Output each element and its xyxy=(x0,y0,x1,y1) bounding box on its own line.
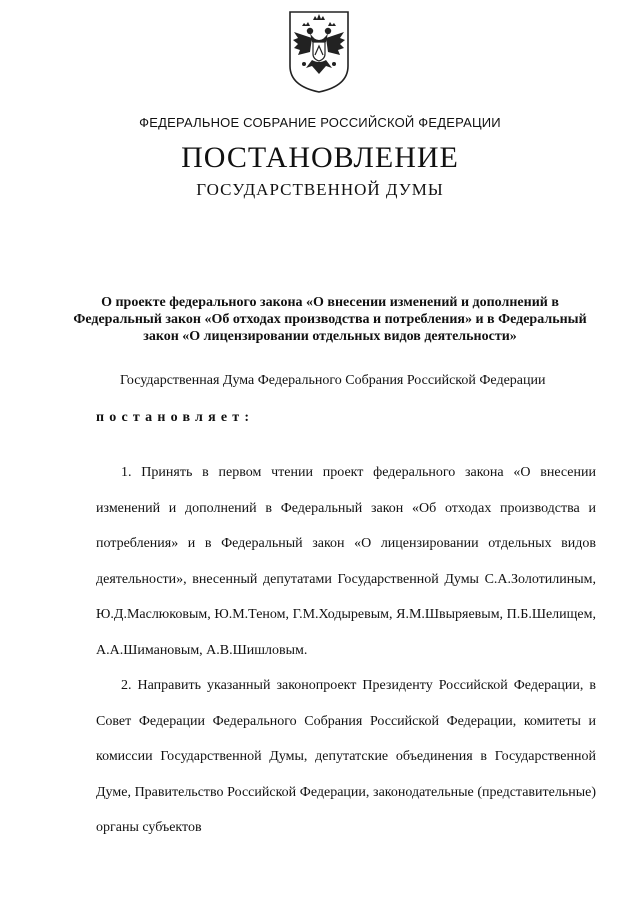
resolves-word: постановляет: xyxy=(96,410,255,425)
intro-line: Государственная Дума Федерального Собрания Российской Федерации xyxy=(120,373,546,388)
paragraph-2: 2. Направить указанный законопроект Президенту Российской Федерации, в Совет Федерации Федерального Собрания Российской Федерации, комитеты и комиссии Государственной Думы, депутатские объединения в Государственной Думе, Правительство Российской Федерации, законодательные (представительные) органы субъектов xyxy=(96,678,596,835)
coat-of-arms-icon xyxy=(286,8,352,94)
parliament-name: ФЕДЕРАЛЬНОЕ СОБРАНИЕ РОССИЙСКОЙ ФЕДЕРАЦИИ xyxy=(139,115,501,130)
document-type-title: ПОСТАНОВЛЕНИЕ xyxy=(181,141,459,174)
document-issuer: ГОСУДАРСТВЕННОЙ ДУМЫ xyxy=(196,180,444,199)
paragraph-1: 1. Принять в первом чтении проект федерального закона «О внесении изменений и дополнений в Федеральный закон «Об отходах производства и потребления» и в Федеральный закон «О лицензировании отдельных видов деятельности», внесенный депутатами Государственной Думы С.А.Золотилиным, Ю.Д.Маслюковым, Ю.М.Теном, Г.М.Ходыревым, Я.М.Швыряевым, П.Б.Шелищем, А.А.Шимановым, А.В.Шишловым. xyxy=(96,465,596,658)
document-subject: О проекте федерального закона «О внесении изменений и дополнений в Федеральный закон «Об отходах производства и потребления» и в Федеральный закон «О лицензировании отдельных видов деятельности» xyxy=(73,295,587,344)
document-body xyxy=(96,455,596,846)
